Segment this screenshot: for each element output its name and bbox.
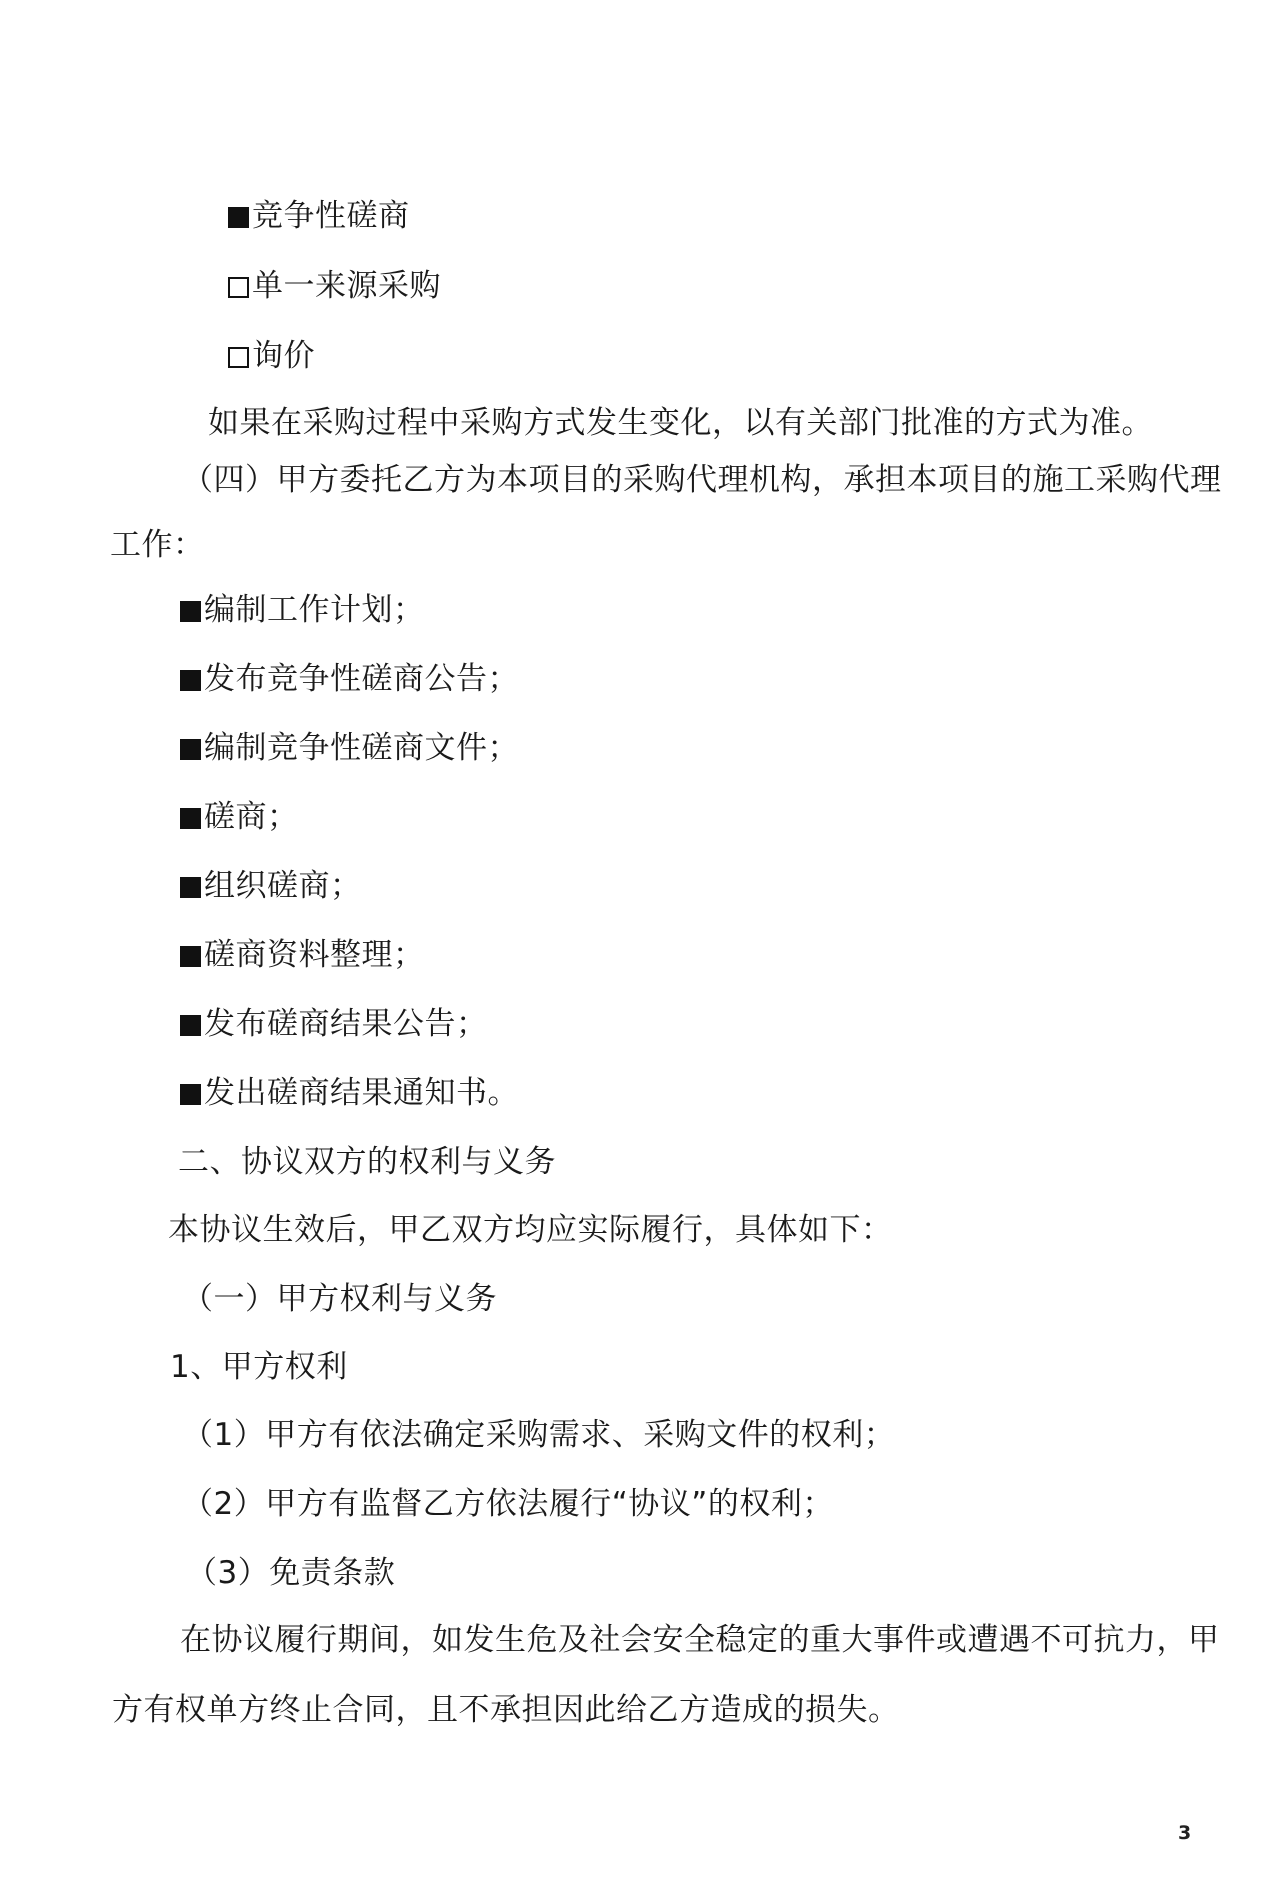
task-item [180,866,362,906]
task-label: 磋商资料整理； [204,937,425,973]
disclaimer-line2: 方有权单方终止合同，且不承担因此给乙方造成的损失。 [112,1692,900,1728]
task-item [180,797,299,837]
task-label: 编制竞争性磋商文件； [204,730,519,766]
party-a-right-item: （3）免责条款 [186,1555,396,1591]
section-2-title: 二、协议双方的权利与义务 [178,1144,556,1180]
checked-box-icon [180,601,201,622]
method-item-single-source [228,266,441,306]
task-item [180,935,425,975]
checked-box-icon [180,1015,201,1036]
task-item [180,590,425,630]
checked-box-icon [180,808,201,829]
unchecked-box-icon [228,347,249,368]
checked-box-icon [180,670,201,691]
party-a-title: （一）甲方权利与义务 [182,1281,497,1317]
task-label: 发布竞争性磋商公告； [204,661,519,697]
task-item [180,1073,519,1113]
party-a-rights-title: 1、甲方权利 [170,1349,348,1385]
checked-box-icon [180,739,201,760]
page-number: 3 [1178,1822,1192,1844]
section-4-line1: （四）甲方委托乙方为本项目的采购代理机构，承担本项目的施工采购代理 [182,462,1222,498]
method-label: 单一来源采购 [252,268,441,304]
party-a-right-item: （1）甲方有依法确定采购需求、采购文件的权利； [182,1417,896,1453]
method-item-inquiry [228,336,315,376]
task-item [180,1004,488,1044]
method-item-competitive-negotiation [228,196,410,236]
task-label: 编制工作计划； [204,592,425,628]
checked-box-icon [180,1084,201,1105]
task-item [180,659,519,699]
checked-box-icon [228,207,249,228]
task-label: 发出磋商结果通知书。 [204,1075,519,1111]
section-4-line2: 工作： [110,527,205,563]
task-item [180,728,519,768]
task-label: 磋商； [204,799,299,835]
task-label: 组织磋商； [204,868,362,904]
unchecked-box-icon [228,277,249,298]
method-label: 竞争性磋商 [252,198,410,234]
method-label: 询价 [252,338,315,374]
checked-box-icon [180,946,201,967]
method-change-note: 如果在采购过程中采购方式发生变化，以有关部门批准的方式为准。 [208,405,1153,441]
party-a-right-item: （2）甲方有监督乙方依法履行“协议”的权利； [182,1486,834,1522]
disclaimer-line1: 在协议履行期间，如发生危及社会安全稳定的重大事件或遭遇不可抗力，甲 [180,1622,1220,1658]
task-label: 发布磋商结果公告； [204,1006,488,1042]
checked-box-icon [180,877,201,898]
section-2-intro: 本协议生效后，甲乙双方均应实际履行，具体如下： [168,1212,893,1248]
